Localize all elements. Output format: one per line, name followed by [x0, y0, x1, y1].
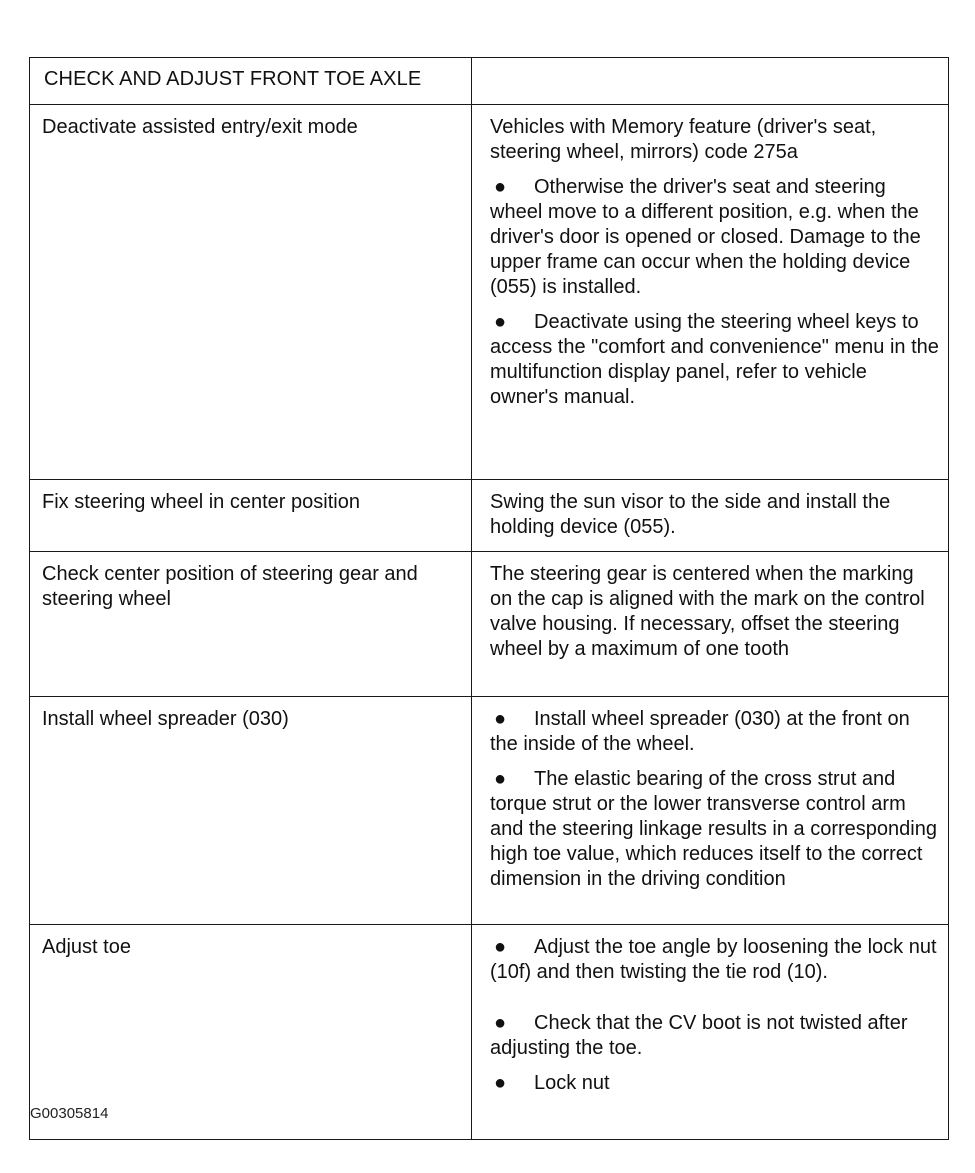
detail-paragraph: Vehicles with Memory feature (driver's seat, steering wheel, mirrors) code 275a [490, 116, 877, 163]
figure-id: G00305814 [30, 1105, 109, 1122]
bullet-icon: ● [494, 936, 507, 958]
table-row [30, 552, 949, 697]
table-header-row [30, 58, 949, 105]
step-label: Install wheel spreader (030) [30, 697, 472, 925]
detail-bullet-text: Check that the CV boot is not twisted after adjusting the toe. [490, 1012, 908, 1059]
table-title: CHECK AND ADJUST FRONT TOE AXLE [30, 58, 472, 105]
detail-bullet-text: Deactivate using the steering wheel keys to access the "comfort and convenience" menu in the multifunction display panel, refer to vehicle owner's manual. [490, 311, 939, 408]
detail-bullet-text: Lock nut [534, 1072, 610, 1094]
table-row [30, 105, 949, 480]
bullet-icon: ● [494, 176, 507, 198]
detail-bullet-text: Otherwise the driver's seat and steering wheel move to a different position, e.g. when the driver's door is opened or closed. Damage to the upper frame can occur when the holding device (055) is installed. [490, 176, 921, 298]
detail-bullet-text: The elastic bearing of the cross strut and torque strut or the lower transverse control arm and the steering linkage results in a corresponding high toe value, which reduces itself to the correct dimension in the driving condition [490, 768, 937, 890]
detail-bullet-item [490, 310, 940, 410]
table-row [30, 697, 949, 925]
detail-bullet-item [490, 707, 940, 757]
detail-bullet-item [490, 1011, 940, 1061]
step-details [472, 105, 949, 480]
step-details [472, 925, 949, 1140]
bullet-icon: ● [494, 1012, 507, 1034]
step-label: Deactivate assisted entry/exit mode [30, 105, 472, 480]
step-label: Adjust toe [30, 925, 472, 1140]
detail-bullet-text: Adjust the toe angle by loosening the lock nut (10f) and then twisting the tie rod (10). [490, 936, 937, 983]
step-label: Check center position of steering gear and steering wheel [30, 552, 472, 697]
step-details [472, 697, 949, 925]
step-details [472, 552, 949, 697]
detail-paragraph: The steering gear is centered when the marking on the cap is aligned with the mark on the control valve housing. If necessary, offset the steering wheel by a maximum of one tooth [490, 563, 925, 660]
detail-bullet-text: Install wheel spreader (030) at the front on the inside of the wheel. [490, 708, 910, 755]
table-row [30, 480, 949, 552]
bullet-icon: ● [494, 1072, 507, 1094]
bullet-icon: ● [494, 311, 507, 333]
detail-bullet-item [490, 175, 940, 300]
detail-paragraph: Swing the sun visor to the side and install the holding device (055). [490, 491, 891, 538]
step-label: Fix steering wheel in center position [30, 480, 472, 552]
bullet-icon: ● [494, 768, 507, 790]
bullet-icon: ● [494, 708, 507, 730]
detail-bullet-item [490, 1071, 940, 1096]
table-header-empty-cell [472, 58, 949, 105]
detail-bullet-item [490, 935, 940, 985]
table-row [30, 925, 949, 1140]
step-details [472, 480, 949, 552]
detail-bullet-item [490, 767, 940, 892]
procedure-table [29, 57, 949, 1140]
